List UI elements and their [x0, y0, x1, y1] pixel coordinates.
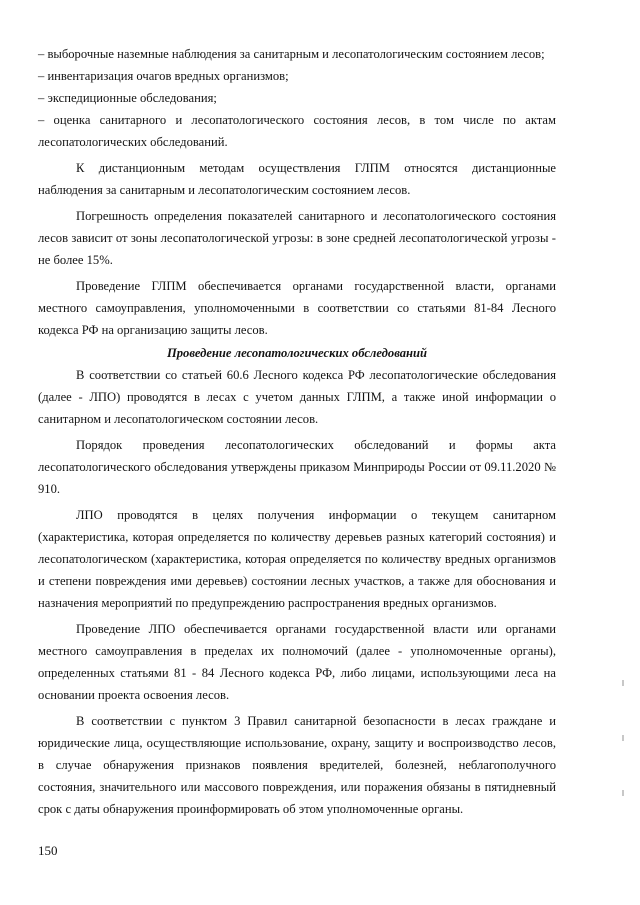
scan-artifact: [622, 735, 624, 741]
paragraph-lpo-procedure: Порядок проведения лесопатологических обследований и формы акта лесопатологического обследования утверждены приказом Минприроды России от 09.11.2020 № 910.: [38, 438, 556, 496]
paragraph-remote-methods: К дистанционным методам осуществления ГЛПМ относятся дистанционные наблюдения за санитарным и лесопатологическим состоянием лесов.: [38, 161, 556, 197]
section-heading: Проведение лесопатологических обследований: [166, 346, 428, 360]
scan-artifact: [622, 680, 624, 686]
paragraph-lpo-responsibility: Проведение ЛПО обеспечивается органами государственной власти или органами местного самоуправления в пределах их полномочий (далее - уполномоченные органы), определенных статьями 81 - 84 Лесного кодекса РФ, либо лицами, использующими леса на основании проекта освоения лесов.: [38, 622, 556, 702]
paragraph-lpo-definition: В соответствии со статьей 60.6 Лесного кодекса РФ лесопатологические обследования (далее - ЛПО) проводятся в лесах с учетом данных ГЛПМ, а также иной информации о санитарном и лесопатологическом состоянии лесов.: [38, 368, 556, 426]
scan-artifact: [622, 790, 624, 796]
list-item-pest-inventory: – инвентаризация очагов вредных организмов;: [38, 69, 289, 83]
list-item-condition-assessment: – оценка санитарного и лесопатологического состояния лесов, в том числе по актам лесопатологических обследований.: [38, 113, 556, 149]
paragraph-lpo-purpose: ЛПО проводятся в целях получения информации о текущем санитарном (характеристика, которая определяется по количеству деревьев разных категорий состояния) и лесопатологическом (характеристика, которая определяется по количеству вредных организмов и степени повреждения ими деревьев) состоянии лесных участков, а также для обоснования и назначения мероприятий по предупреждению распространения вредных организмов.: [38, 508, 556, 610]
paragraph-glpm-responsibility: Проведение ГЛПМ обеспечивается органами государственной власти, органами местного самоуправления, уполномоченными в соответствии со статьями 81-84 Лесного кодекса РФ на организацию защиты лесов.: [38, 279, 556, 337]
paragraph-measurement-error: Погрешность определения показателей санитарного и лесопатологического состояния лесов зависит от зоны лесопатологической угрозы: в зоне средней лесопатологической угрозы - не более 15%.: [38, 209, 556, 267]
list-item-expedition-surveys: – экспедиционные обследования;: [38, 91, 217, 105]
paragraph-sanitary-rules: В соответствии с пунктом 3 Правил санитарной безопасности в лесах граждане и юридические лица, осуществляющие использование, охрану, защиту и воспроизводство лесов, в случае обнаружения признаков появления вредителей, болезней, неблагополучного состояния, значительного или массового повреждения, или поражения обязаны в пятидневный срок с даты обнаружения проинформировать об этом уполномоченные органы.: [38, 714, 556, 816]
list-item-ground-observations: – выборочные наземные наблюдения за санитарным и лесопатологическим состоянием лесов;: [38, 47, 545, 61]
page-body: [38, 43, 556, 820]
page-number: 150: [38, 843, 58, 858]
